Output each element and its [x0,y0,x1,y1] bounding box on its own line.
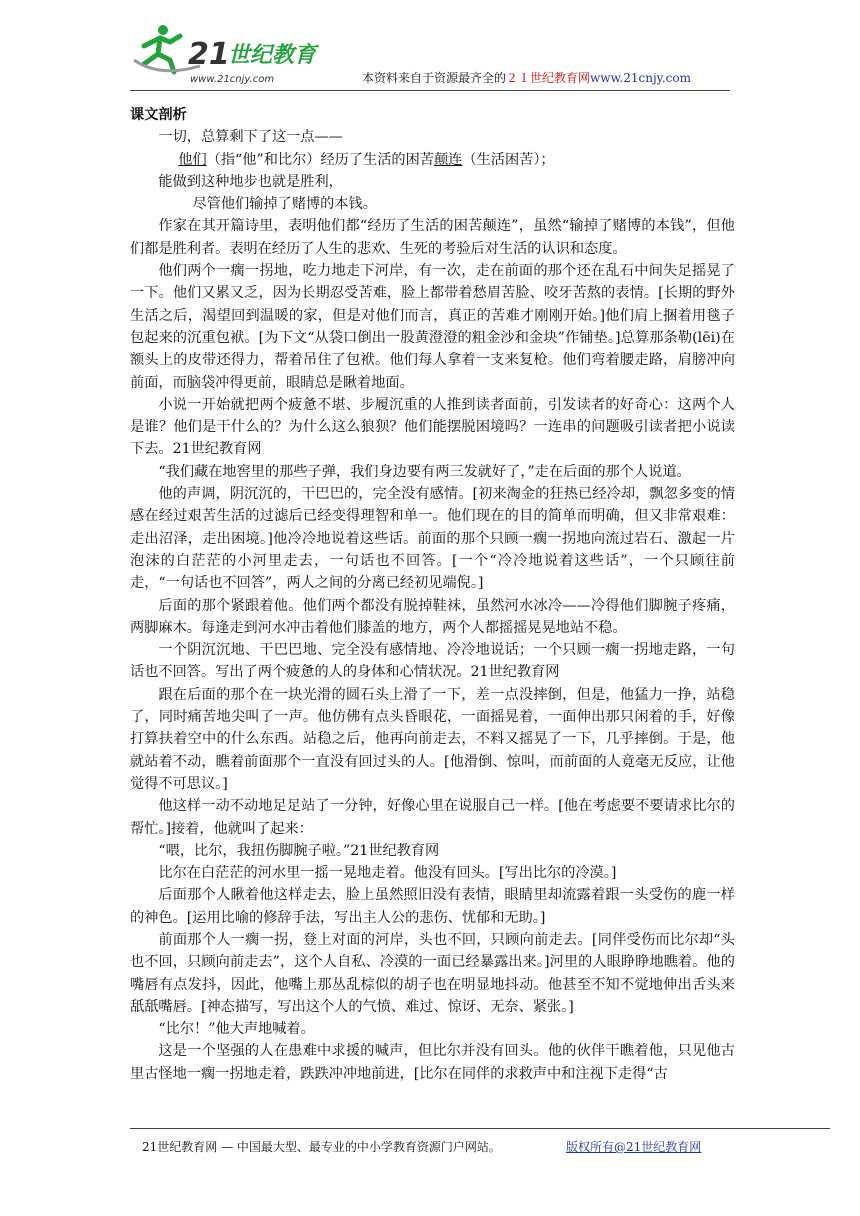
paragraph: 作家在其开篇诗里，表明他们都“经历了生活的困苦颠连”，虽然“输掉了赌博的本钱”，但他们都是胜利者。表明在经历了人生的悲欢、生死的考验后对生活的认识和态度。 [130,218,735,257]
poem-text: （生活困苦）； [462,151,555,168]
svg-text:世纪教育: 世纪教育 [228,43,317,68]
paragraph: 他们两个一瘸一拐地，吃力地走下河岸，有一次，走在前面的那个还在乱石中间失足摇晃了一下。他们又累又乏，因为长期忍受苦难，脸上都带着愁眉苦脸、咬牙苦熬的表情。[长期的野外生活之后，渴望回到温暖的家，但是对他们而言，真正的苦难才刚刚开始。]他们肩上捆着用毯子包起来的沉重包袱。[为下文“从袋口倒出一股黄澄澄的粗金沙和金块”作铺垫。]总算那条勒(lēi)在额头上的皮带还得力，帮着吊住了包袱。他们每人拿着一支来复枪。他们弯着腰走路，肩膀冲向前面，而脑袋冲得更前，眼睛总是瞅着地面。 [130,263,735,391]
poem-line-4: 尽管他们输掉了赌博的本钱。 [192,196,377,213]
copyright-link[interactable]: 版权所有@21世纪教育网 [566,1140,702,1154]
paragraph: 他的声调，阴沉沉的，干巴巴的，完全没有感情。[初来淘金的狂热已经冷却，飘忽多变的情感在经过艰苦生活的过滤后已经变得理智和单一。他们现在的目的简单而明确，但又非常艰难：走出沼泽，走出困境。]他冷冷地说着这些话。前面的那个只顾一瘸一拐地向流过岩石、激起一片泡沫的白茫茫的小河里走去，一句话也不回答。[一个“冷冷地说着这些话”，一个只顾往前走，“一句话也不回答”，两人之间的分离已经初见端倪。] [130,486,735,592]
header-prefix: 本资料来自于资源最齐全的 [362,71,507,85]
header-divider [130,90,730,91]
paragraph: “喂，比尔，我扭伤脚腕子啦。”21世纪教育网 [158,842,440,859]
poem-underlined-word: 他们 [178,151,207,168]
paragraph: 小说一开始就把两个疲惫不堪、步履沉重的人推到读者面前，引发读者的好奇心：这两个人是谁？他们是干什么的？为什么这么狼狈？他们能摆脱困境吗？一连串的问题吸引读者把小说读下去。21世纪教育网 [130,396,735,458]
paragraph: 后面的那个紧跟着他。他们两个都没有脱掉鞋袜，虽然河水冰冷——冷得他们脚腕子疼痛，两脚麻木。每逢走到河水冲击着他们膝盖的地方，两个人都摇摇晃晃地站不稳。 [130,597,735,636]
poem-underlined-word: 颠连 [433,151,463,168]
paragraph: “我们藏在地窖里的那些子弹，我们身边要有两三发就好了，”走在后面的那个人说道。 [158,463,691,480]
header-source-text [362,69,691,86]
paragraph: 后面那个人瞅着他这样走去，脸上虽然照旧没有表情，眼睛里却流露着跟一头受伤的鹿一样的神色。[运用比喻的修辞手法，写出主人公的悲伤、忧郁和无助。] [130,887,735,926]
paragraph: “比尔！”他大声地喊着。 [158,1021,315,1038]
header-site-name: ２１世纪教育网 [506,71,591,85]
poem-line-2 [130,149,735,171]
paragraph: 比尔在白茫茫的河水里一摇一晃地走着。他没有回头。[写出比尔的冷漠。] [158,865,617,882]
page-header [130,14,730,92]
paragraph: 跟在后面的那个在一块光滑的圆石头上滑了一下，差一点没摔倒，但是，他猛力一挣，站稳了，同时痛苦地尖叫了一声。他仿佛有点头昏眼花，一面摇晃着，一面伸出那只闲着的手，好像打算扶着空中的什么东西。站稳之后，他再向前走去，不料又摇晃了一下，几乎摔倒。于是，他就站着不动，瞧着前面那个一直没有回过头的人。[他滑倒、惊叫，而前面的人竟毫无反应，让他觉得不可思议。] [130,686,735,792]
section-title: 课文剖析 [130,107,187,123]
document-body [130,104,735,1085]
paragraph: 他这样一动不动地足足站了一分钟，好像心里在说服自己一样。[他在考虑要不要请求比尔的帮忙。]接着，他就叫了起来： [130,798,735,837]
footer-divider [130,1128,830,1129]
header-url-link[interactable]: www.21cnjy.com [590,71,691,85]
poem-line-1: 一切，总算剩下了这一点—— [158,129,343,146]
paragraph: 前面那个人一瘸一拐，登上对面的河岸，头也不回，只顾向前走去。[同伴受伤而比尔却“头也不回，只顾向前走去”，这个人自私、冷漠的一面已经暴露出来。]河里的人眼睁睁地瞧着。他的嘴唇有点发抖，因此，他嘴上那丛乱棕似的胡子也在明显地抖动。他甚至不知不觉地伸出舌头来舐舐嘴唇。[神态描写，写出这个人的气愤、难过、惊讶、无奈、紧张。] [130,931,735,1015]
svg-text:21: 21 [188,37,230,72]
page-footer [130,1128,830,1168]
poem-text: （指“他”和比尔）经历了生活的困苦 [206,151,434,168]
footer-tagline: 21世纪教育网 — 中国最大型、最专业的中小学教育资源门户网站。 [142,1140,501,1154]
poem-line-3: 能做到这种地步也就是胜利， [158,173,343,190]
svg-text:www.21cnjy.com: www.21cnjy.com [190,74,275,85]
site-logo [130,20,350,90]
paragraph: 这是一个坚强的人在患难中求援的喊声，但比尔并没有回头。他的伙伴干瞧着他，只见他古里古怪地一瘸一拐地走着，跌跌冲冲地前进，[比尔在同伴的求救声中和注视下走得“古 [130,1043,735,1082]
paragraph: 一个阴沉沉地、干巴巴地、完全没有感情地、冷冷地说话；一个只顾一瘸一拐地走路，一句话也不回答。写出了两个疲惫的人的身体和心情状况。21世纪教育网 [130,642,735,681]
